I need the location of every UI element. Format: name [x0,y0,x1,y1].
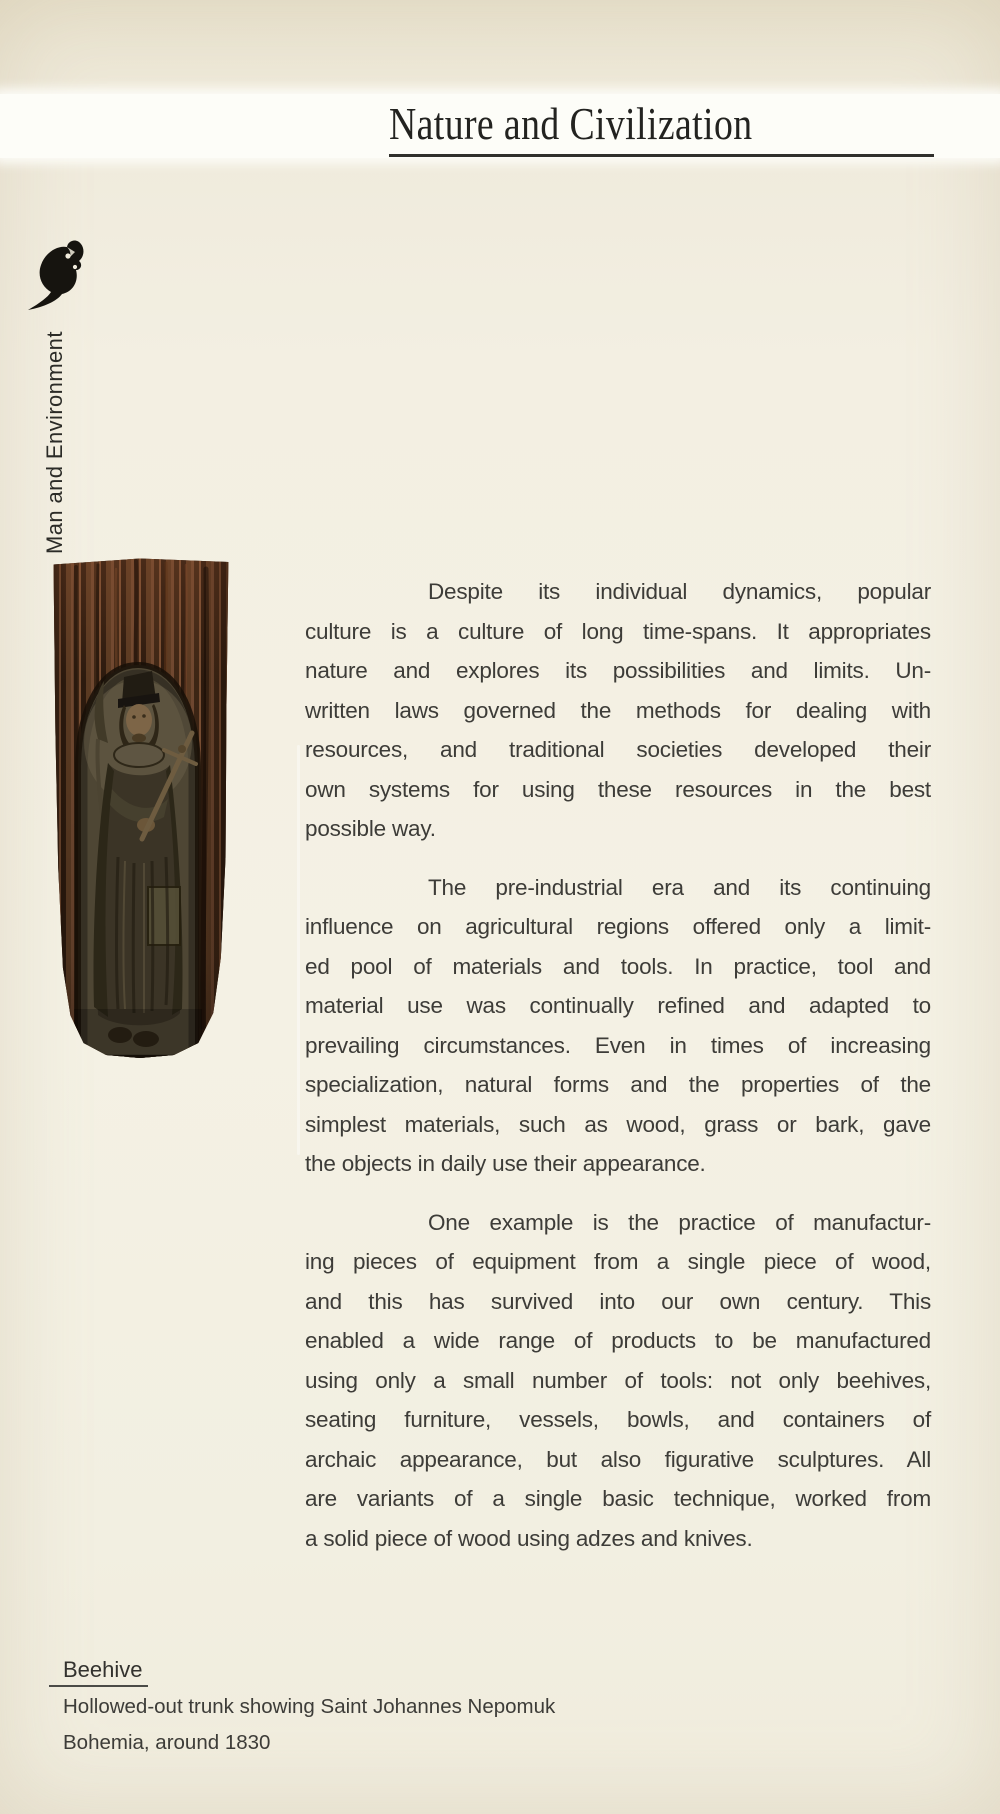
paragraph [305,1203,931,1559]
text-line: culture is a culture of long time-spans. It appropriates [305,618,931,644]
text-line: One example is the practice of manufactur- [428,1209,931,1235]
text-line: are variants of a single basic technique, worked from [305,1486,931,1511]
title-underline [389,154,934,157]
animal-head-icon [24,237,86,315]
text-line: material use was continually refined and adapted to [305,993,931,1018]
scan-streak [297,745,300,1155]
text-line: possible way. [305,816,436,841]
carving-illustration [46,557,234,1058]
text-line: prevailing circumstances. Even in times of increasing [305,1032,931,1058]
chapter-label: Man and Environment [42,331,67,554]
text-line: own systems for using these resources in the best [305,776,931,802]
caption-title: Beehive [63,1657,143,1682]
text-line: resources, and traditional societies developed their [305,737,931,762]
caption-line: Bohemia, around 1830 [63,1731,271,1754]
text-line: the objects in daily use their appearance. [305,1151,706,1176]
text-line: ing pieces of equipment from a single piece of wood, [305,1249,931,1274]
paragraph [305,868,931,1184]
caption-line: Hollowed-out trunk showing Saint Johannes Nepomuk [63,1695,556,1718]
text-line: enabled a wide range of products to be manufactured [305,1328,931,1353]
caption-body [63,1689,623,1761]
text-line: nature and explores its possibilities and limits. Un- [305,658,931,683]
page-title: Nature and Civilization [389,98,753,149]
text-line: simplest materials, such as wood, grass or bark, gave [305,1111,931,1137]
text-line: using only a small number of tools: not only beehives, [305,1367,931,1393]
text-line: The pre-industrial era and its continuing [428,874,931,900]
text-line: specialization, natural forms and the properties of the [305,1072,931,1097]
text-line: seating furniture, vessels, bowls, and containers of [305,1407,931,1432]
caption-rule [49,1685,148,1687]
paragraph [305,572,931,849]
text-line: ed pool of materials and tools. In practice, tool and [305,953,931,979]
text-line: Despite its individual dynamics, popular [428,579,931,604]
text-line: influence on agricultural regions offered only a limit- [305,914,931,939]
text-line: a solid piece of wood using adzes and knives. [305,1525,753,1551]
text-line: archaic appearance, but also figurative sculptures. All [305,1446,931,1472]
beehive-photo [46,557,234,1058]
body-text [305,572,931,1558]
chapter-icon [24,237,86,315]
text-line: and this has survived into our own century. This [305,1288,931,1314]
text-line: written laws governed the methods for dealing with [305,697,931,723]
